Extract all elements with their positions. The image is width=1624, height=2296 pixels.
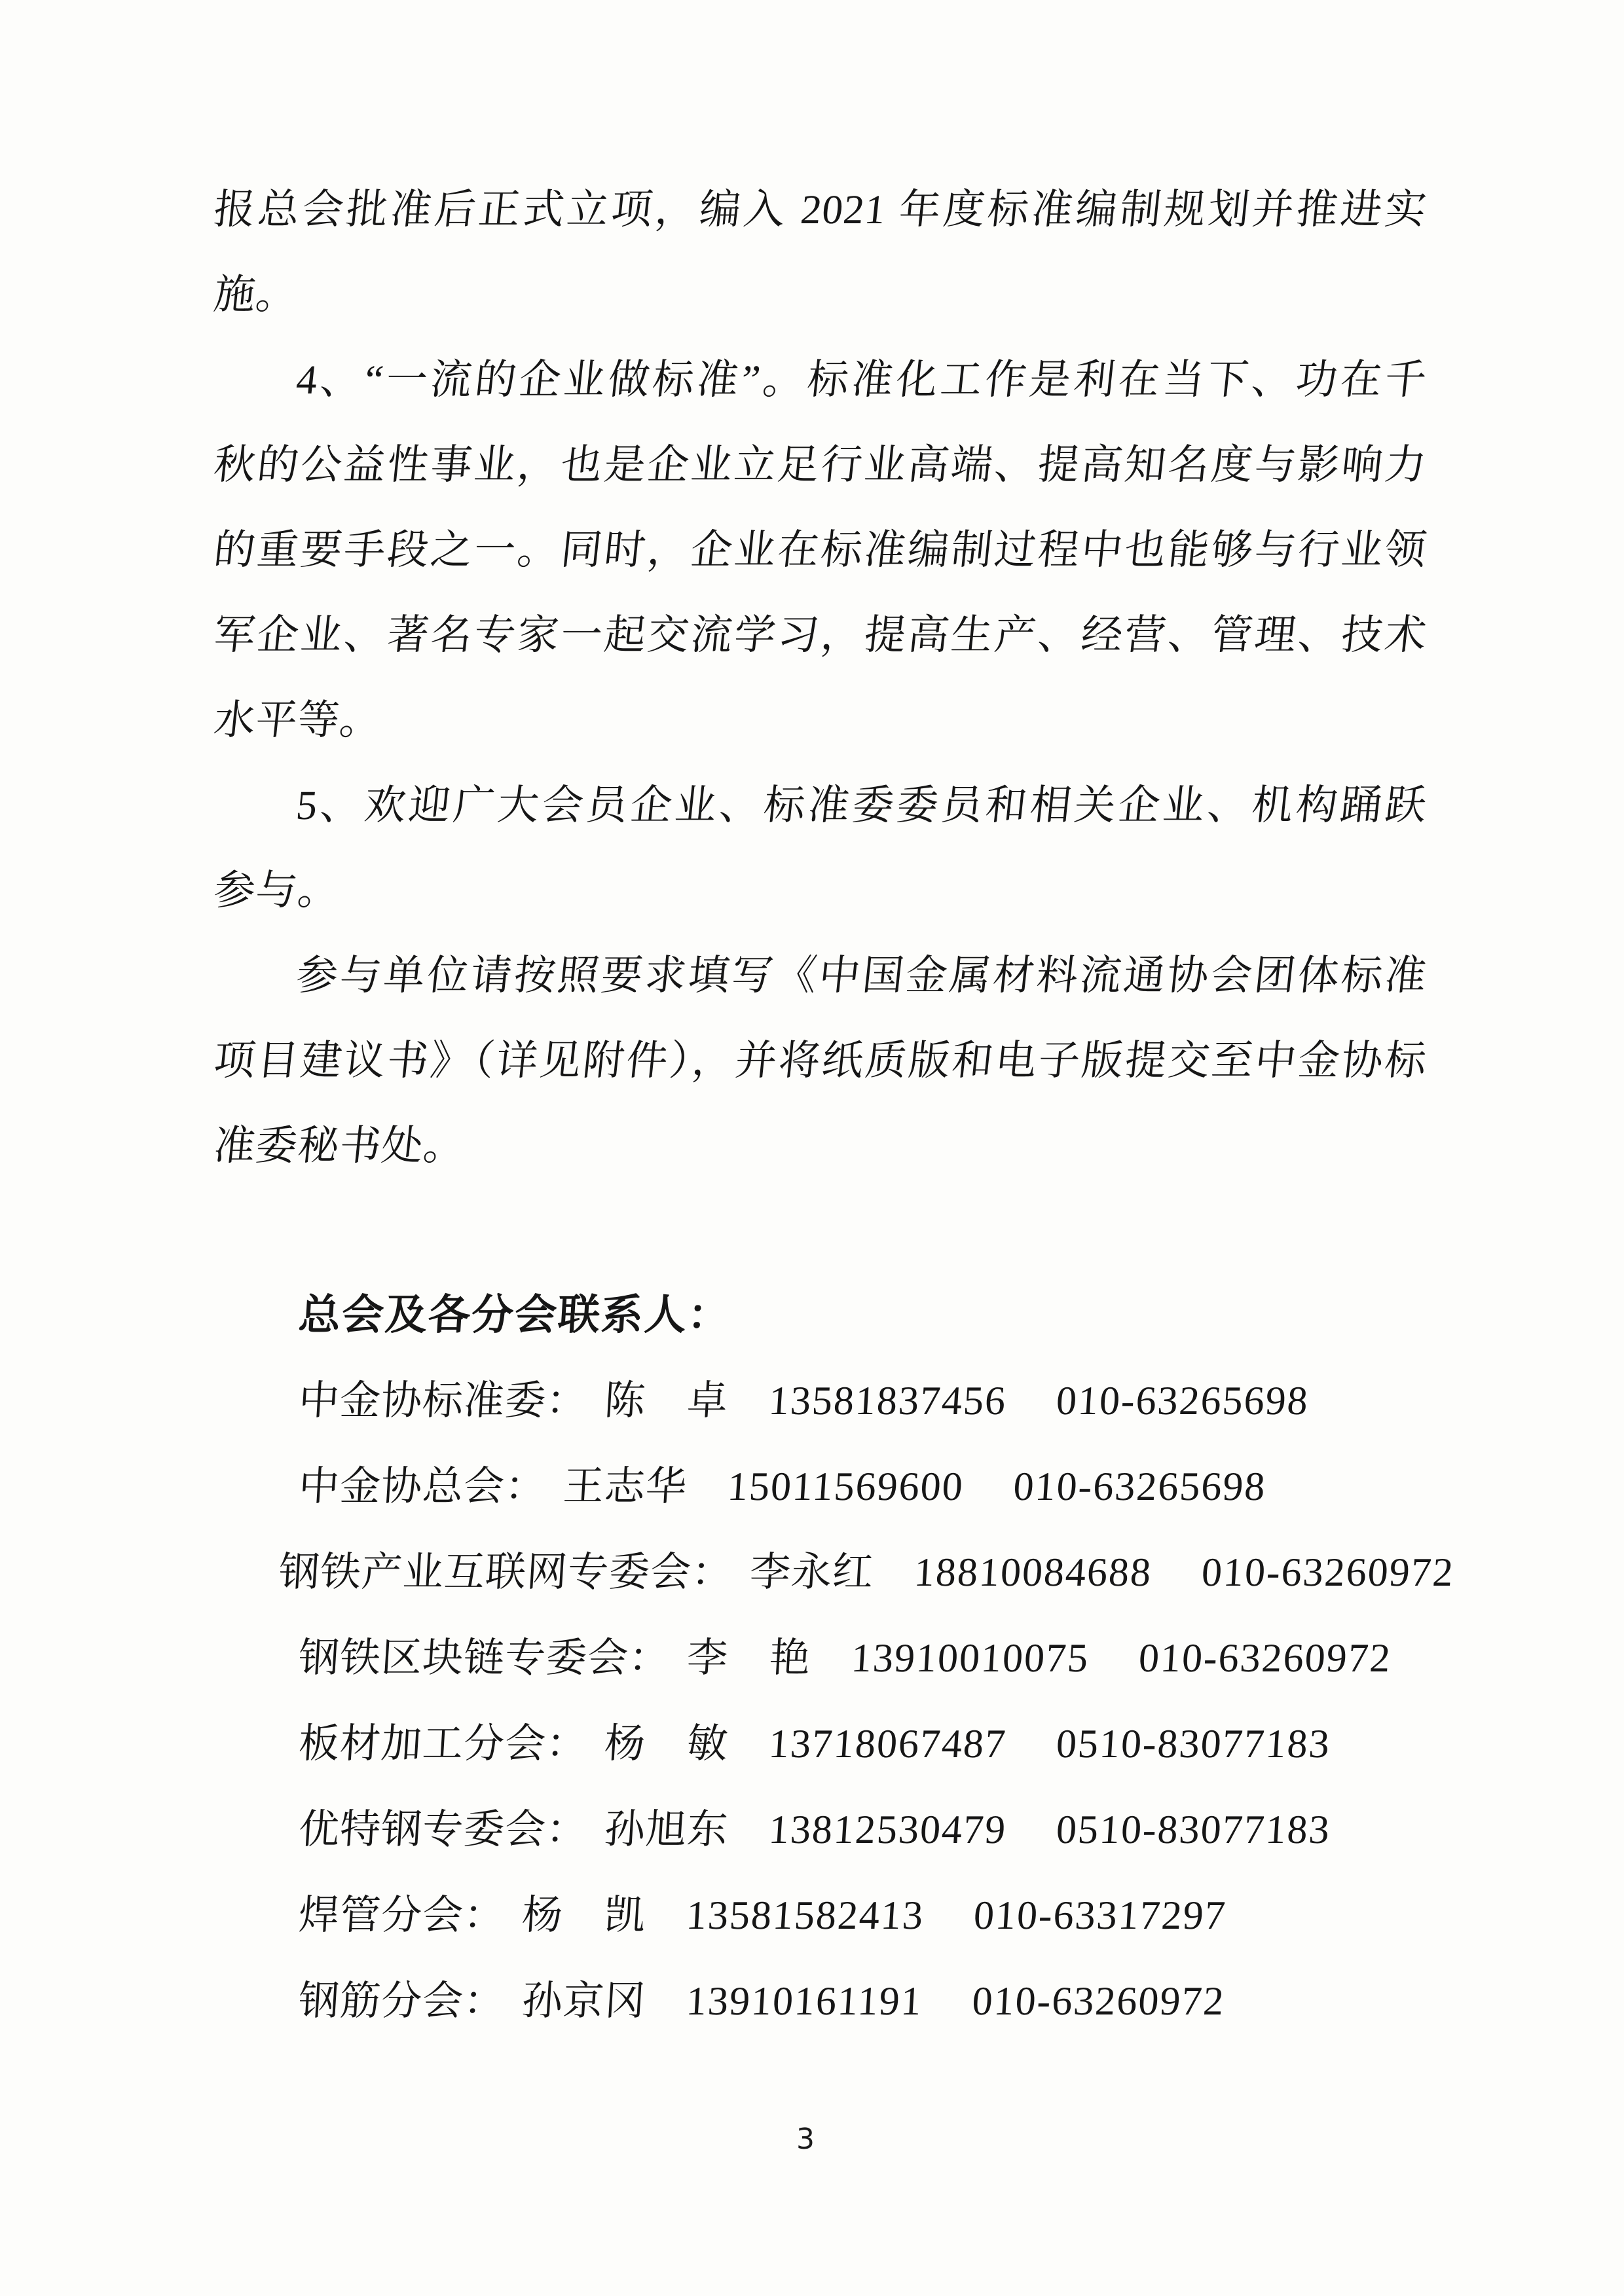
contact-name: 陈 卓 [602, 1379, 730, 1423]
contact-org: 钢筋分会： [297, 1979, 507, 2024]
contact-phone: 010-63317297 [972, 1893, 1228, 1938]
contact-phone: 010-63260972 [970, 1979, 1227, 2024]
paragraph-line: 参与单位请按照要求填写《中国金属材料流通协会团体标准 [294, 953, 1430, 998]
contact-row [210, 1616, 1428, 1702]
contact-name: 王志华 [561, 1465, 689, 1509]
page-number: 3 [796, 2123, 815, 2156]
paragraph-line: 报总会批准后正式立项，编入 2021 年度标准编制规划并推进实 [212, 187, 1430, 232]
contact-mobile: 13910010075 [849, 1636, 1091, 1681]
contact-row [210, 1873, 1428, 1959]
contact-name: 杨 凯 [520, 1893, 648, 1938]
contact-org: 优特钢专委会： [297, 1808, 589, 1852]
paragraph-line: 军企业、著名专家一起交流学习，提高生产、经营、管理、技术 [212, 612, 1430, 658]
document-body [210, 167, 1456, 2045]
contact-row [210, 1530, 1456, 1616]
contacts-list [210, 1358, 1456, 2045]
paragraph-line: 5、欢迎广大会员企业、标准委委员和相关企业、机构踊跃 [294, 782, 1430, 828]
contact-mobile: 13581837456 [767, 1379, 1008, 1423]
contact-row [210, 1702, 1428, 1787]
contact-mobile: 15011569600 [726, 1465, 965, 1509]
paragraph-line: 4、“一流的企业做标准”。标准化工作是利在当下、功在千 [294, 357, 1430, 403]
contact-phone: 010-63265698 [1054, 1379, 1310, 1423]
contact-mobile: 13581582413 [684, 1893, 926, 1938]
paragraph [210, 933, 1430, 1188]
paragraph-line: 项目建议书》（详见附件），并将纸质版和电子版提交至中金协标 [212, 1038, 1430, 1084]
paragraphs [210, 167, 1430, 1188]
contact-org: 焊管分会： [297, 1893, 507, 1938]
contacts-heading: 总会及各分会联系人： [297, 1292, 733, 1338]
contact-name: 杨 敏 [602, 1722, 730, 1766]
contact-org: 中金协总会： [297, 1465, 548, 1509]
contact-org: 中金协标准委： [297, 1379, 589, 1423]
contact-row [210, 1787, 1428, 1873]
contact-org: 钢铁产业互联网专委会： [277, 1550, 735, 1595]
contact-org: 板材加工分会： [297, 1722, 589, 1766]
paragraph-line: 水平等。 [212, 697, 384, 743]
paragraph-line: 准委秘书处。 [212, 1123, 468, 1169]
contact-name: 李 艳 [685, 1636, 813, 1681]
contact-mobile: 13812530479 [767, 1808, 1008, 1852]
paragraph-line: 秋的公益性事业，也是企业立足行业高端、提高知名度与影响力 [212, 442, 1430, 488]
contact-name: 孙旭东 [602, 1808, 730, 1852]
contact-phone: 010-63260972 [1137, 1636, 1393, 1681]
contact-phone: 0510-83077183 [1054, 1808, 1332, 1852]
contact-mobile: 18810084688 [912, 1550, 1154, 1595]
contact-name: 孙京冈 [520, 1979, 648, 2024]
contact-mobile: 13910161191 [684, 1979, 924, 2024]
paragraph-line: 施。 [212, 272, 301, 318]
paragraph-line: 参与。 [212, 867, 342, 913]
contact-name: 李永红 [748, 1550, 876, 1595]
contact-row [210, 1358, 1428, 1444]
paragraph [210, 167, 1430, 337]
contact-phone: 010-63260972 [1200, 1550, 1456, 1595]
paragraph [210, 337, 1430, 763]
contact-phone: 0510-83077183 [1054, 1722, 1332, 1766]
paragraph [210, 763, 1430, 933]
contact-phone: 010-63265698 [1012, 1465, 1268, 1509]
contact-mobile: 13718067487 [767, 1722, 1008, 1766]
contact-row [210, 1444, 1428, 1530]
contact-row [210, 1959, 1428, 2045]
paragraph-line: 的重要手段之一。同时，企业在标准编制过程中也能够与行业领 [212, 527, 1430, 573]
contact-org: 钢铁区块链专委会： [297, 1636, 672, 1681]
